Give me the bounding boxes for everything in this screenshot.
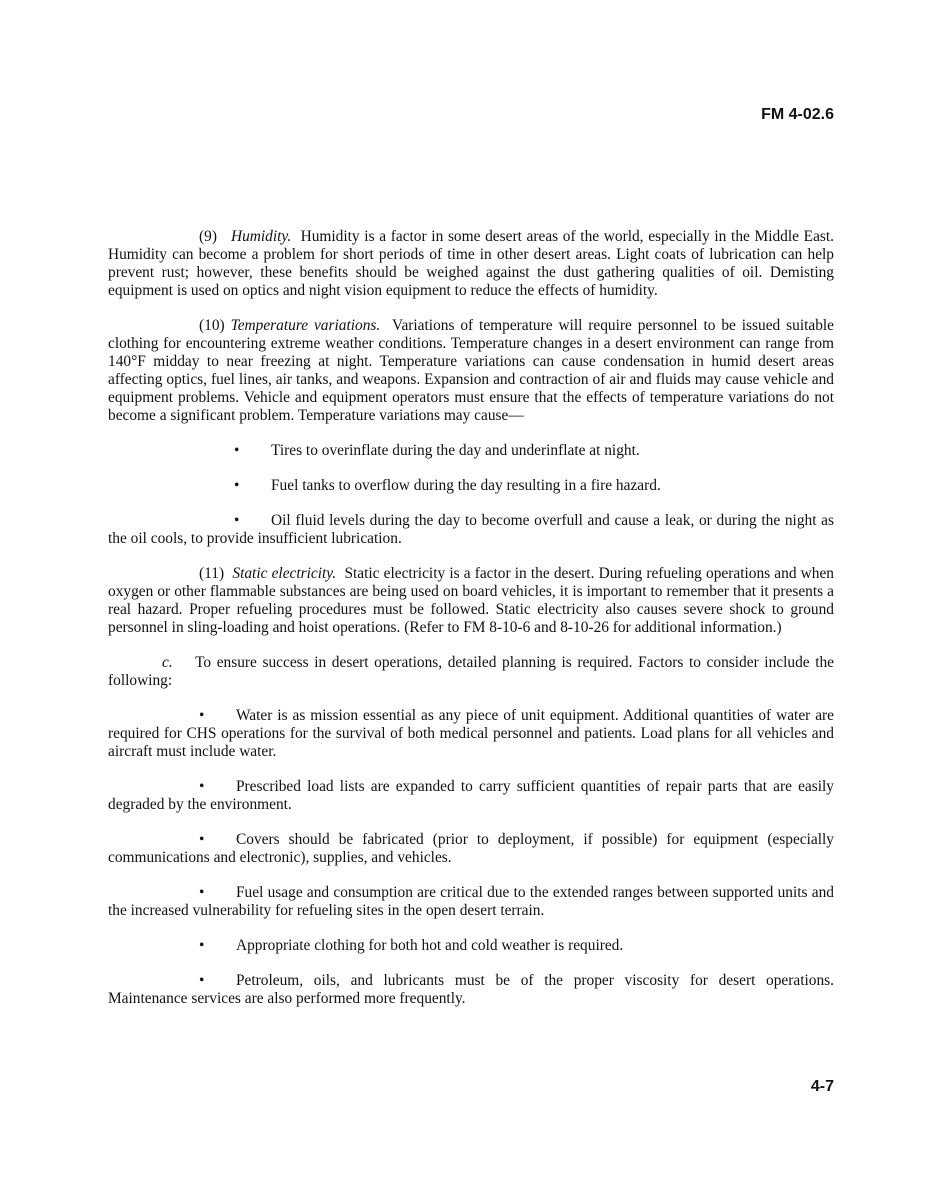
bullet-glyph: • — [199, 937, 205, 954]
planning-factors-list — [108, 707, 834, 1008]
list-item-text: Fuel usage and consumption are critical due to the extended ranges between supported units and the increased vulnerability for refueling sites in the open desert terrain. — [108, 884, 834, 919]
paragraph-text: Variations of temperature will require personnel to be issued suitable clothing for encountering extreme weather conditions. Temperature changes in a desert environment can range from 140°F midday to near freezing at night. Temperature variations can cause condensation in humid desert areas affecting optics, fuel lines, air tanks, and weapons. Expansion and contraction of air and fluids may cause vehicle and equipment problems. Vehicle and equipment operators must ensure that the effects of temperature variations do not become a significant problem. Temperature variations may cause— — [108, 317, 834, 424]
list-item — [108, 512, 834, 548]
paragraph-heading: Static electricity. — [232, 565, 337, 582]
bullet-glyph: • — [199, 884, 205, 901]
list-item-text: Petroleum, oils, and lubricants must be of the proper viscosity for desert operations. Maintenance services are also performed more frequently. — [108, 972, 834, 1007]
list-item-text: Fuel tanks to overflow during the day resulting in a fire hazard. — [271, 477, 661, 494]
list-item-text: Water is as mission essential as any piece of unit equipment. Additional quantities of water are required for CHS operations for the survival of both medical personnel and patients. Load plans for all vehicles and aircraft must include water. — [108, 707, 834, 760]
list-item-text: Covers should be fabricated (prior to deployment, if possible) for equipment (especially communications and electronic), supplies, and vehicles. — [108, 831, 834, 866]
paragraph-heading: Temperature variations. — [230, 317, 381, 334]
page-body — [108, 228, 834, 1025]
list-item — [108, 831, 834, 867]
bullet-glyph: • — [234, 442, 240, 459]
list-item — [108, 442, 834, 460]
paragraph-9-humidity — [108, 228, 834, 300]
bullet-glyph: • — [234, 477, 240, 494]
bullet-glyph: • — [234, 512, 240, 529]
list-item — [108, 972, 834, 1008]
paragraph-number: (11) — [199, 565, 225, 582]
list-item — [108, 477, 834, 495]
paragraph-10-temperature — [108, 317, 834, 425]
bullet-glyph: • — [199, 831, 205, 848]
list-item-text: Appropriate clothing for both hot and cold weather is required. — [236, 937, 624, 954]
list-item — [108, 937, 834, 955]
bullet-glyph: • — [199, 778, 205, 795]
paragraph-c-planning — [108, 654, 834, 690]
bullet-glyph: • — [199, 972, 205, 989]
paragraph-letter: c. — [162, 654, 173, 671]
document-code-header: FM 4-02.6 — [761, 106, 834, 123]
paragraph-text: Humidity is a factor in some desert areas of the world, especially in the Middle East. Humidity can become a problem for short periods of time in other desert areas. Light coats of lubrication can help prevent rust; however, these benefits should be weighed against the dust gathering qualities of oil. Demisting equipment is used on optics and night vision equipment to reduce the effects of humidity. — [108, 228, 835, 299]
page-number-footer: 4-7 — [810, 1078, 834, 1095]
paragraph-number: (9) — [199, 228, 217, 245]
list-item — [108, 884, 834, 920]
paragraph-text: To ensure success in desert operations, detailed planning is required. Factors to consider include the following: — [108, 654, 834, 689]
list-item-text: Prescribed load lists are expanded to carry sufficient quantities of repair parts that are easily degraded by the environment. — [108, 778, 834, 813]
list-item-text: Oil fluid levels during the day to become overfull and cause a leak, or during the night as the oil cools, to provide insufficient lubrication. — [108, 512, 834, 547]
temperature-effects-list — [108, 442, 834, 548]
paragraph-number: (10) — [199, 317, 225, 334]
list-item — [108, 778, 834, 814]
paragraph-11-static-electricity — [108, 565, 834, 637]
bullet-glyph: • — [199, 707, 205, 724]
paragraph-heading: Humidity. — [230, 228, 292, 245]
list-item — [108, 707, 834, 761]
paragraph-text: Static electricity is a factor in the desert. During refueling operations and when oxygen or other flammable substances are being used on board vehicles, it is important to remember that it presents a real hazard. Proper refueling procedures must be followed. Static electricity also causes severe shock to ground personnel in sling-loading and hoist operations. (Refer to FM 8-10-6 and 8-10-26 for additional information.) — [108, 565, 835, 636]
list-item-text: Tires to overinflate during the day and underinflate at night. — [271, 442, 640, 459]
